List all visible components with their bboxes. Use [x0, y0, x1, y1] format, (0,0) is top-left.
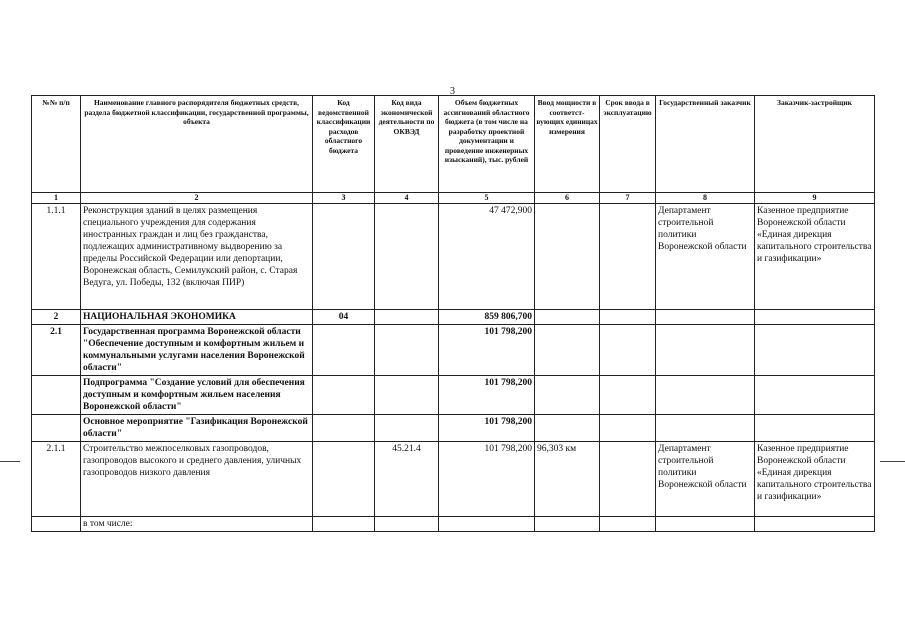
header-cell: №№ п/п — [32, 96, 81, 193]
row-developer — [755, 325, 875, 376]
row-customer — [656, 415, 755, 442]
row-okved — [375, 376, 439, 415]
capital-investment-table — [31, 95, 875, 532]
column-number: 9 — [755, 193, 875, 204]
row-budget-code — [313, 204, 375, 310]
header-row — [32, 96, 875, 193]
row-term — [600, 442, 656, 517]
row-capacity: 96,303 км — [535, 442, 600, 517]
row-name: НАЦИОНАЛЬНАЯ ЭКОНОМИКА — [81, 310, 313, 325]
table-row — [32, 517, 875, 532]
row-capacity — [535, 310, 600, 325]
scan-artifact-line-left — [0, 461, 20, 462]
table-row — [32, 310, 875, 325]
row-capacity — [535, 415, 600, 442]
row-budget-code: 04 — [313, 310, 375, 325]
row-capacity — [535, 325, 600, 376]
scan-artifact-line-right — [880, 461, 905, 462]
row-number: 2 — [32, 310, 81, 325]
row-budget-code — [313, 442, 375, 517]
row-number: 2.1.1 — [32, 442, 81, 517]
row-term — [600, 415, 656, 442]
row-term — [600, 517, 656, 532]
row-okved — [375, 325, 439, 376]
row-term — [600, 310, 656, 325]
row-amount: 859 806,700 — [439, 310, 535, 325]
row-developer — [755, 517, 875, 532]
column-number: 6 — [535, 193, 600, 204]
row-term — [600, 204, 656, 310]
row-developer — [755, 415, 875, 442]
row-developer — [755, 310, 875, 325]
row-amount — [439, 517, 535, 532]
row-term — [600, 376, 656, 415]
header-cell: Заказчик-застройщик — [755, 96, 875, 193]
row-budget-code — [313, 325, 375, 376]
header-cell: Государственный заказчик — [656, 96, 755, 193]
row-customer — [656, 376, 755, 415]
row-customer — [656, 325, 755, 376]
row-capacity — [535, 517, 600, 532]
row-number — [32, 517, 81, 532]
row-okved — [375, 310, 439, 325]
row-developer — [755, 376, 875, 415]
row-okved — [375, 415, 439, 442]
row-name: Государственная программа Воронежской области "Обеспечение доступным и комфортным жильем и коммунальными услугами населения Воронежской области" — [81, 325, 313, 376]
row-developer: Казенное предприятие Воронежской области «Единая дирекция капитального строительства и газификации» — [755, 442, 875, 517]
row-customer — [656, 310, 755, 325]
row-number: 2.1 — [32, 325, 81, 376]
row-amount: 47 472,900 — [439, 204, 535, 310]
column-number: 5 — [439, 193, 535, 204]
row-capacity — [535, 376, 600, 415]
row-customer: Департамент строительной политики Воронежской области — [656, 204, 755, 310]
row-budget-code — [313, 376, 375, 415]
row-capacity — [535, 204, 600, 310]
column-number: 4 — [375, 193, 439, 204]
row-number — [32, 415, 81, 442]
page-number: 3 — [450, 86, 455, 97]
row-amount: 101 798,200 — [439, 376, 535, 415]
row-number: 1.1.1 — [32, 204, 81, 310]
table-row — [32, 325, 875, 376]
row-term — [600, 325, 656, 376]
header-cell: Код вида экономической деятельности по ОКВЭД — [375, 96, 439, 193]
row-budget-code — [313, 517, 375, 532]
table-row — [32, 376, 875, 415]
header-cell: Объем бюджетных ассигнований областного бюджета (в том числе на разработку проектной документации и проведение инженерных изысканий), тыс. рублей — [439, 96, 535, 193]
header-cell: Код ведомственной классификации расходов областного бюджета — [313, 96, 375, 193]
column-number-row — [32, 193, 875, 204]
row-name: Подпрограмма "Создание условий для обеспечения доступным и комфортным жильем населения Воронежской области" — [81, 376, 313, 415]
row-customer: Департамент строительной политики Воронежской области — [656, 442, 755, 517]
row-budget-code — [313, 415, 375, 442]
header-cell: Ввод мощности в соответст-вующих единицах измерения — [535, 96, 600, 193]
table-row — [32, 204, 875, 310]
column-number: 8 — [656, 193, 755, 204]
column-number: 1 — [32, 193, 81, 204]
row-name: в том числе: — [81, 517, 313, 532]
row-name: Основное мероприятие "Газификация Воронежской области" — [81, 415, 313, 442]
row-number — [32, 376, 81, 415]
row-name: Строительство межпоселковых газопроводов, газопроводов высокого и среднего давления, уличных газопроводов низкого давления — [81, 442, 313, 517]
header-cell: Наименование главного распорядителя бюджетных средств, раздела бюджетной классификации, государственной программы, объекта — [81, 96, 313, 193]
row-customer — [656, 517, 755, 532]
header-cell: Срок ввода в эксплуатацию — [600, 96, 656, 193]
column-number: 2 — [81, 193, 313, 204]
column-number: 3 — [313, 193, 375, 204]
row-okved — [375, 517, 439, 532]
row-amount: 101 798,200 — [439, 442, 535, 517]
column-number: 7 — [600, 193, 656, 204]
row-okved: 45.21.4 — [375, 442, 439, 517]
table-row — [32, 442, 875, 517]
row-developer: Казенное предприятие Воронежской области «Единая дирекция капитального строительства и газификации» — [755, 204, 875, 310]
row-name: Реконструкция зданий в целях размещения специального учреждения для содержания иностранных граждан и лиц без гражданства, подлежащих административному выдворению за пределы Российской Федерации или депортации, Воронежская область, Семилукский район, с. Старая Ведуга, ул. Победы, 132 (включая ПИР) — [81, 204, 313, 310]
row-okved — [375, 204, 439, 310]
table-row — [32, 415, 875, 442]
row-amount: 101 798,200 — [439, 325, 535, 376]
row-amount: 101 798,200 — [439, 415, 535, 442]
